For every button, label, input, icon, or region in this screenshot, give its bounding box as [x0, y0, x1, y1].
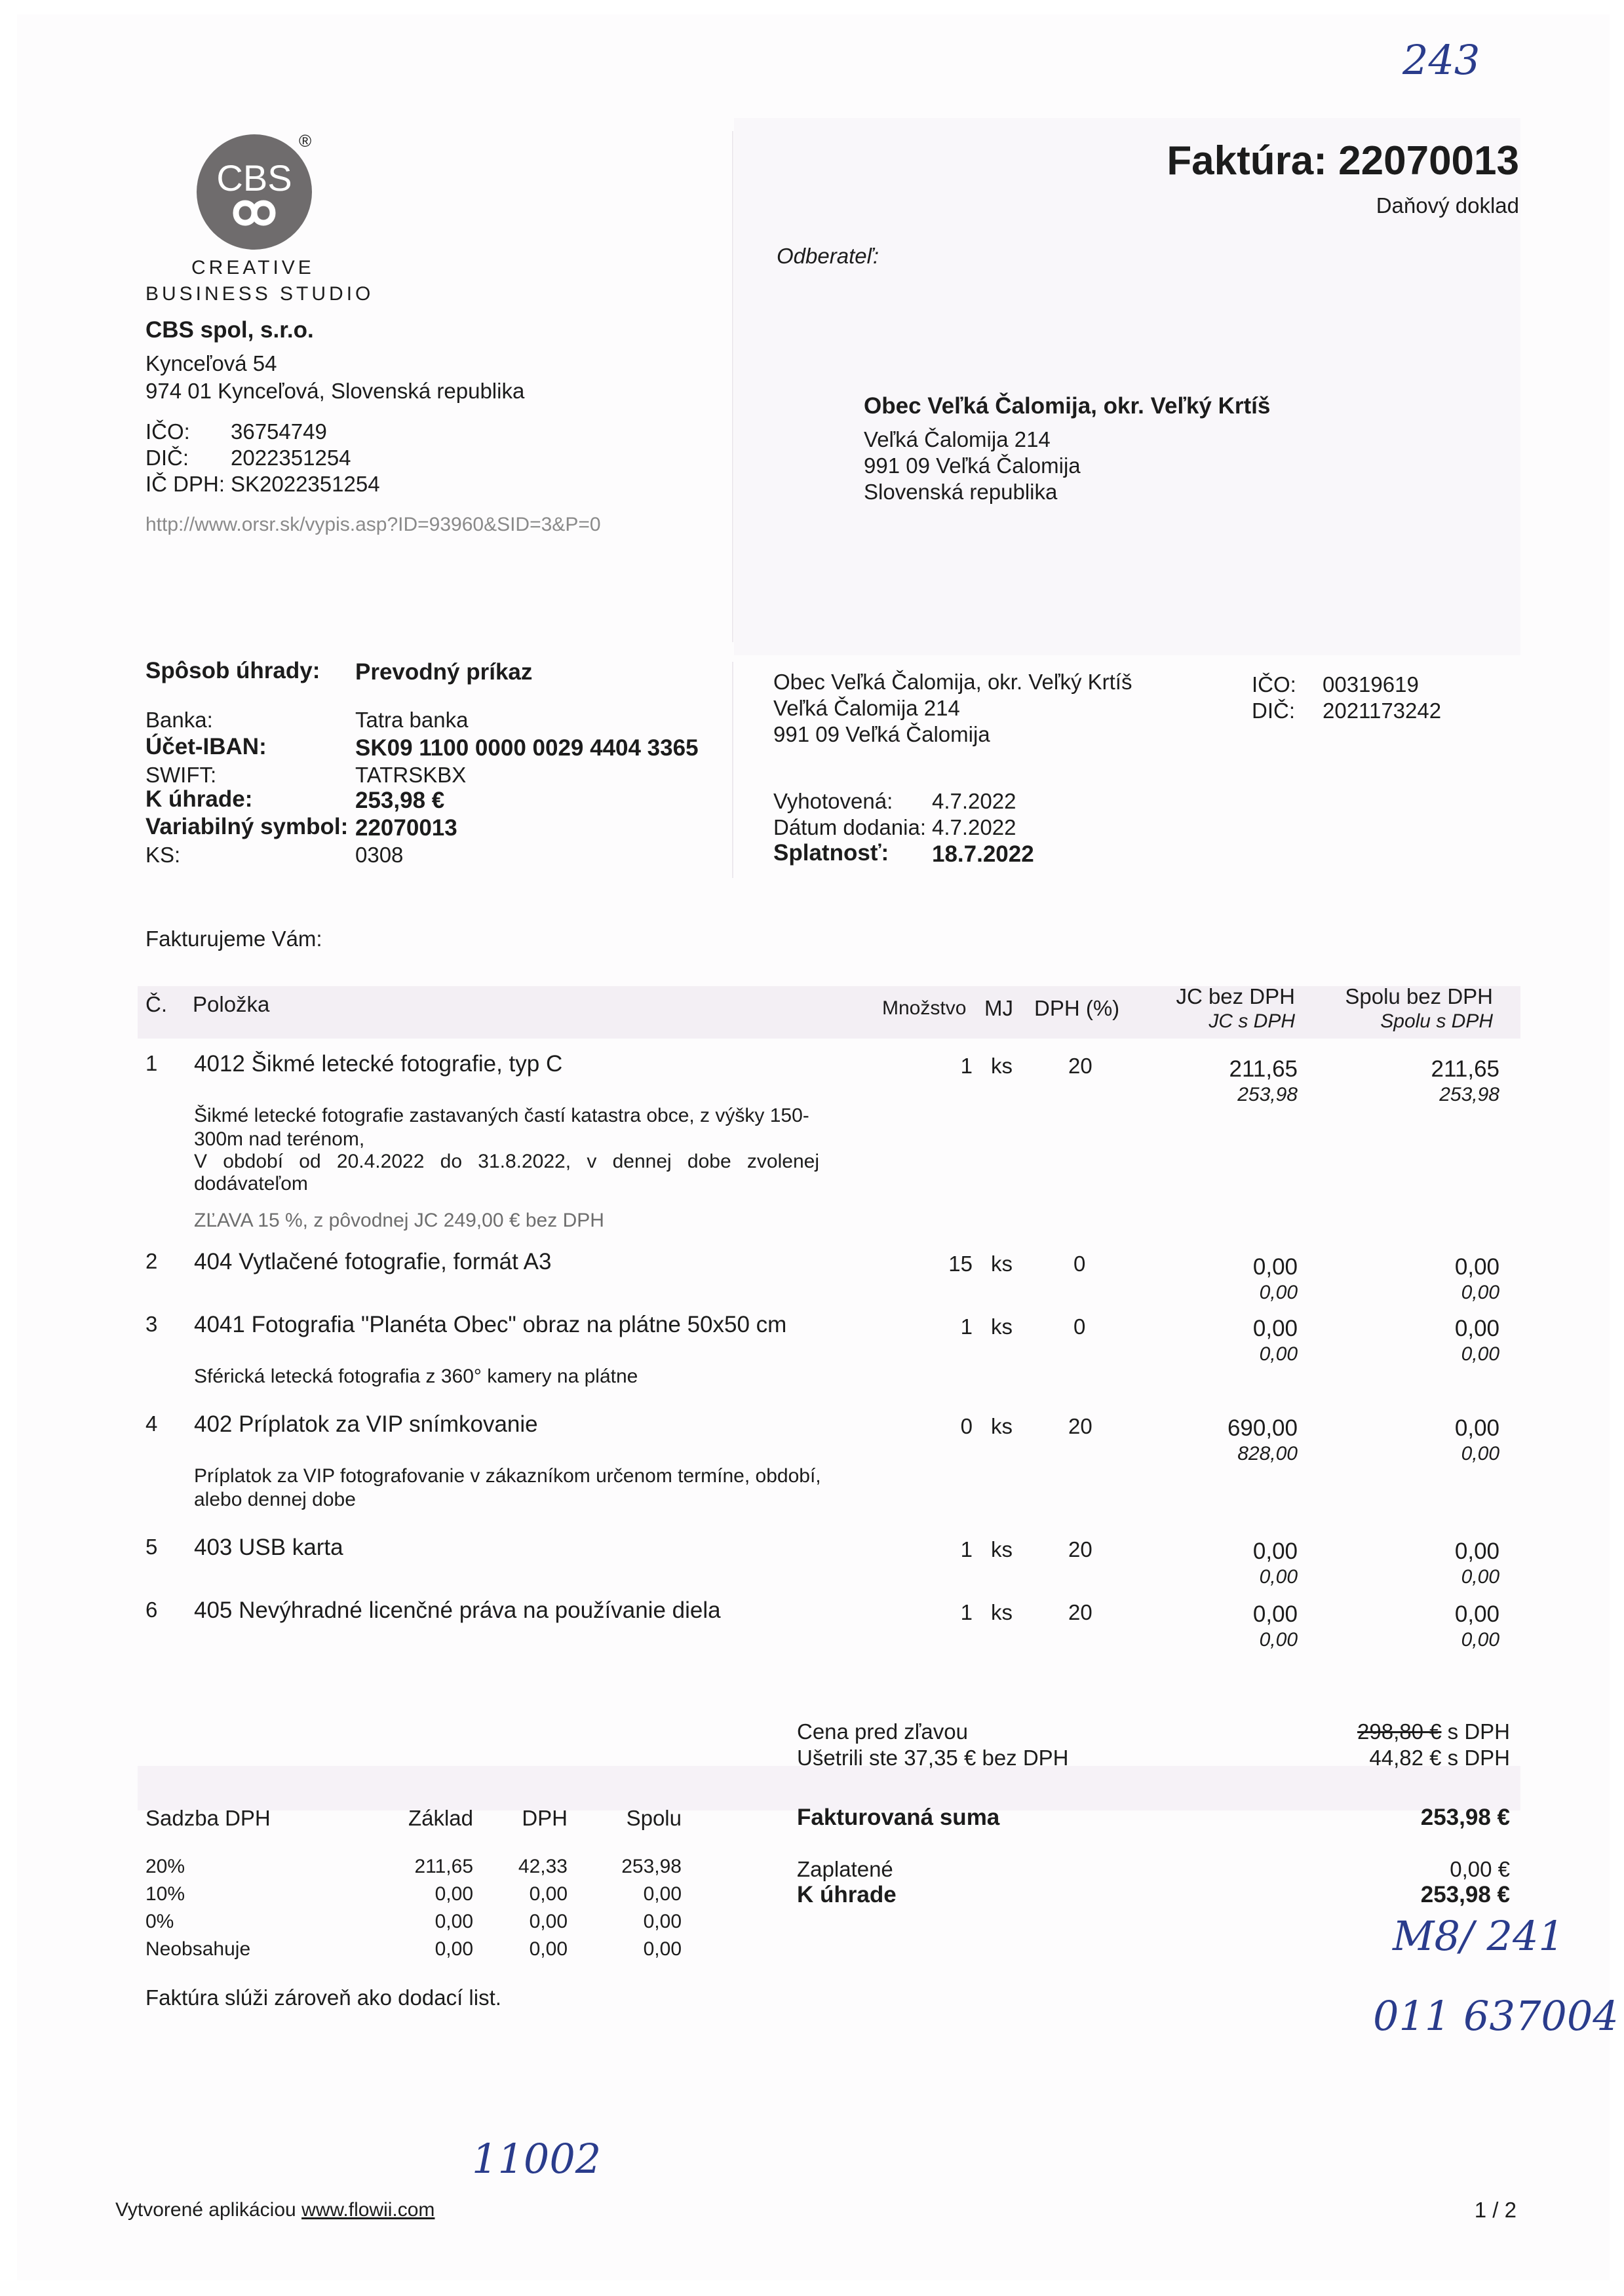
supplier-dic-label: DIČ: [145, 446, 189, 470]
logo-letters: CBS [216, 157, 292, 199]
table-row-no: 6 [145, 1598, 158, 1622]
table-row-name: 4012 Šikmé letecké fotografie, typ C [194, 1051, 563, 1077]
table-row-no: 4 [145, 1411, 158, 1436]
ks-value: 0308 [355, 843, 404, 867]
vat-row-rate: 20% [145, 1856, 185, 1877]
table-row-total-vat: 0,00 [1461, 1343, 1499, 1365]
price-before-discount [1357, 1719, 1510, 1744]
col-header-vat: DPH (%) [1034, 996, 1120, 1020]
col-header-unit-price-vat: JC s DPH [1208, 1010, 1295, 1032]
cbs-logo [197, 134, 312, 250]
price-before-discount-label: Cena pred zľavou [797, 1719, 968, 1744]
table-row-vat: 20 [1068, 1054, 1092, 1078]
table-row-total: 211,65 [1431, 1056, 1499, 1082]
table-row-name: 4041 Fotografia "Planéta Obec" obraz na plátne 50x50 cm [194, 1312, 787, 1337]
cbs-logo-mark [197, 134, 312, 250]
delivery-ico-label: IČO: [1252, 672, 1296, 697]
vat-row-total: 0,00 [643, 1938, 682, 1960]
table-row-total: 0,00 [1454, 1254, 1499, 1280]
payment-due-value: 253,98 € [355, 788, 445, 813]
vat-row-total: 0,00 [643, 1883, 682, 1905]
vat-row-vat: 42,33 [518, 1856, 568, 1877]
table-row-total-vat: 0,00 [1461, 1566, 1499, 1588]
item-description-line: Príplatok za VIP fotografovanie v zákazníkom určenom termíne, období, [194, 1465, 821, 1487]
due-date: 18.7.2022 [932, 841, 1034, 867]
table-row-unit-price: 0,00 [1252, 1539, 1298, 1564]
table-row-vat: 20 [1068, 1414, 1092, 1438]
delivery-street: Veľká Čalomija 214 [773, 696, 960, 720]
delivery-dic: 2021173242 [1323, 698, 1442, 723]
invoice-title: Faktúra: 22070013 [1167, 138, 1519, 183]
table-row-vat: 20 [1068, 1600, 1092, 1624]
payment-method-label: Spôsob úhrady: [145, 658, 320, 683]
vat-header-rate: Sadzba DPH [145, 1806, 271, 1830]
iban-value: SK09 1100 0000 0029 4404 3365 [355, 735, 699, 761]
table-row-unit: ks [991, 1314, 1013, 1339]
item-description-line: dodávateľom [194, 1173, 308, 1195]
table-row-no: 1 [145, 1051, 158, 1075]
supplier-icdph-label: IČ DPH: [145, 472, 225, 496]
bank-value: Tatra banka [355, 708, 469, 732]
supplier-name: CBS spol, s.r.o. [145, 317, 314, 343]
delivery-name: Obec Veľká Čalomija, okr. Veľký Krtíš [773, 670, 1132, 694]
footer-created-by: Vytvorené aplikáciou [115, 2199, 302, 2221]
amount-due-label: K úhrade [797, 1882, 897, 1907]
delivery-ico: 00319619 [1323, 672, 1419, 697]
delivered-date: 4.7.2022 [932, 815, 1016, 839]
table-row-name: 402 Príplatok za VIP snímkovanie [194, 1411, 538, 1437]
table-row-unit-price-vat: 0,00 [1259, 1566, 1298, 1588]
col-header-unit-price: JC bez DPH [1176, 984, 1295, 1008]
table-row-total-vat: 253,98 [1439, 1084, 1499, 1105]
table-row-total-vat: 0,00 [1461, 1629, 1499, 1651]
summary-band [138, 1766, 1520, 1810]
table-row-unit-price: 0,00 [1252, 1316, 1298, 1341]
table-row-total: 0,00 [1454, 1601, 1499, 1627]
table-row-qty: 1 [960, 1054, 973, 1078]
table-header-band [138, 986, 1520, 1039]
ks-label: KS: [145, 843, 181, 867]
table-row-unit: ks [991, 1600, 1013, 1624]
iban-label: Účet-IBAN: [145, 734, 267, 759]
bank-label: Banka: [145, 708, 213, 732]
payment-due-label: K úhrade: [145, 786, 253, 812]
table-row-name: 404 Vytlačené fotografie, formát A3 [194, 1249, 552, 1274]
customer-label: Odberateľ: [777, 244, 880, 268]
customer-street: Veľká Čalomija 214 [864, 427, 1051, 451]
col-header-unit: MJ [984, 996, 1013, 1020]
vat-row-total: 253,98 [621, 1856, 682, 1877]
table-row-vat: 20 [1068, 1537, 1092, 1561]
issued-date: 4.7.2022 [932, 789, 1016, 813]
vat-header-total: Spolu [626, 1806, 682, 1830]
payment-method: Prevodný príkaz [355, 659, 533, 685]
table-row-vat: 0 [1073, 1314, 1086, 1339]
invoice-subtitle: Daňový doklad [1376, 193, 1519, 218]
vat-row-rate: Neobsahuje [145, 1938, 251, 1960]
supplier-dic: 2022351254 [231, 446, 351, 470]
item-description-line: alebo dennej dobe [194, 1489, 356, 1510]
swift-label: SWIFT: [145, 763, 217, 787]
logo-line-1: CREATIVE [191, 257, 315, 278]
item-description-line: 300m nad terénom, [194, 1128, 365, 1150]
item-description-line: Sférická letecká fotografia z 360° kamery na plátne [194, 1366, 638, 1387]
vat-row-rate: 10% [145, 1883, 185, 1905]
customer-name: Obec Veľká Čalomija, okr. Veľký Krtíš [864, 393, 1271, 419]
table-row-unit: ks [991, 1537, 1013, 1561]
saved-value: 44,82 € s DPH [1369, 1746, 1510, 1770]
vat-row-vat: 0,00 [529, 1938, 568, 1960]
table-row-no: 2 [145, 1249, 158, 1273]
vat-row-base: 0,00 [435, 1938, 473, 1960]
table-row-unit-price-vat: 0,00 [1259, 1629, 1298, 1651]
table-row-qty: 1 [960, 1600, 973, 1624]
table-row-qty: 15 [948, 1252, 973, 1276]
vat-row-base: 211,65 [414, 1856, 473, 1877]
col-header-no: Č. [145, 992, 167, 1016]
supplier-ico: 36754749 [231, 419, 327, 444]
footer-link[interactable]: www.flowii.com [301, 2199, 435, 2221]
header-divider [732, 131, 733, 642]
table-row-total: 0,00 [1454, 1539, 1499, 1564]
table-row-total: 0,00 [1454, 1316, 1499, 1341]
items-intro: Fakturujeme Vám: [145, 927, 322, 951]
amount-due: 253,98 € [1420, 1882, 1510, 1907]
swift-value: TATRSKBX [355, 763, 467, 787]
item-discount-note: ZĽAVA 15 %, z pôvodnej JC 249,00 € bez DPH [194, 1210, 604, 1231]
table-row-name: 405 Nevýhradné licenčné práva na používanie diela [194, 1598, 721, 1623]
vat-row-base: 0,00 [435, 1883, 473, 1905]
footer-credit [115, 2199, 435, 2221]
table-row-unit-price-vat: 253,98 [1237, 1084, 1298, 1105]
supplier-icdph: SK2022351254 [231, 472, 380, 496]
invoiced-sum-label: Fakturovaná suma [797, 1805, 1000, 1830]
payment-divider [732, 662, 733, 878]
table-row-unit-price: 211,65 [1229, 1056, 1298, 1082]
table-row-qty: 0 [960, 1414, 973, 1438]
table-row-qty: 1 [960, 1314, 973, 1339]
item-description-line: Šikmé letecké fotografie zastavaných častí katastra obce, z výšky 150- [194, 1105, 809, 1126]
vat-header-vat: DPH [522, 1806, 568, 1830]
table-row-unit-price: 690,00 [1227, 1415, 1298, 1441]
vat-row-total: 0,00 [643, 1911, 682, 1932]
registered-mark: ® [299, 131, 312, 151]
vat-row-vat: 0,00 [529, 1911, 568, 1932]
table-row-unit: ks [991, 1252, 1013, 1276]
table-row-total-vat: 0,00 [1461, 1282, 1499, 1303]
paid-value: 0,00 € [1450, 1857, 1510, 1881]
variable-symbol-value: 22070013 [355, 815, 457, 841]
table-row-unit: ks [991, 1054, 1013, 1078]
vat-row-base: 0,00 [435, 1911, 473, 1932]
customer-country: Slovenská republika [864, 480, 1058, 504]
supplier-city: 974 01 Kynceľová, Slovenská republika [145, 379, 525, 403]
supplier-url: http://www.orsr.sk/vypis.asp?ID=93960&SID=3&P=0 [145, 514, 601, 535]
item-description-line: V období od 20.4.2022 do 31.8.2022, v dennej dobe zvolenej [194, 1151, 819, 1172]
delivery-dic-label: DIČ: [1252, 698, 1295, 723]
table-row-name: 403 USB karta [194, 1535, 343, 1560]
customer-city: 991 09 Veľká Čalomija [864, 453, 1081, 478]
handwritten-ref-1: M8/ 241 [1393, 1912, 1564, 1960]
price-before-discount-suffix: s DPH [1441, 1719, 1510, 1744]
table-row-unit-price: 0,00 [1252, 1254, 1298, 1280]
table-row-unit-price-vat: 0,00 [1259, 1343, 1298, 1365]
table-row-vat: 0 [1073, 1252, 1086, 1276]
table-row-qty: 1 [960, 1537, 973, 1561]
col-header-qty: Množstvo [882, 997, 967, 1019]
table-row-total: 0,00 [1454, 1415, 1499, 1441]
vat-row-vat: 0,00 [529, 1883, 568, 1905]
table-row-unit-price-vat: 0,00 [1259, 1282, 1298, 1303]
delivery-note: Faktúra slúži zároveň ako dodací list. [145, 1985, 501, 2010]
supplier-ico-label: IČO: [145, 419, 190, 444]
invoiced-sum: 253,98 € [1420, 1805, 1510, 1830]
logo-line-2: BUSINESS STUDIO [145, 283, 374, 305]
table-row-no: 5 [145, 1535, 158, 1559]
table-row-no: 3 [145, 1312, 158, 1336]
col-header-total-vat: Spolu s DPH [1380, 1010, 1493, 1032]
paid-label: Zaplatené [797, 1857, 893, 1881]
supplier-street: Kynceľová 54 [145, 351, 277, 375]
table-row-unit-price-vat: 828,00 [1237, 1443, 1298, 1464]
handwritten-page-number: 243 [1402, 36, 1480, 84]
col-header-total: Spolu bez DPH [1345, 984, 1493, 1008]
handwritten-ref-2: 011 637004 [1373, 1992, 1619, 2040]
vat-header-base: Základ [408, 1806, 473, 1830]
price-before-discount-value: 298,80 € [1357, 1719, 1442, 1744]
table-row-unit-price: 0,00 [1252, 1601, 1298, 1627]
handwritten-bottom: 11002 [472, 2135, 602, 2183]
page-number: 1 / 2 [1474, 2198, 1517, 2222]
delivery-city: 991 09 Veľká Čalomija [773, 722, 990, 746]
saved-label: Ušetrili ste 37,35 € bez DPH [797, 1746, 1069, 1770]
table-row-unit: ks [991, 1414, 1013, 1438]
due-date-label: Splatnosť: [773, 840, 889, 866]
col-header-item: Položka [193, 992, 270, 1016]
vat-row-rate: 0% [145, 1911, 174, 1932]
variable-symbol-label: Variabilný symbol: [145, 814, 349, 839]
delivered-label: Dátum dodania: [773, 815, 926, 839]
table-row-total-vat: 0,00 [1461, 1443, 1499, 1464]
issued-label: Vyhotovená: [773, 789, 893, 813]
